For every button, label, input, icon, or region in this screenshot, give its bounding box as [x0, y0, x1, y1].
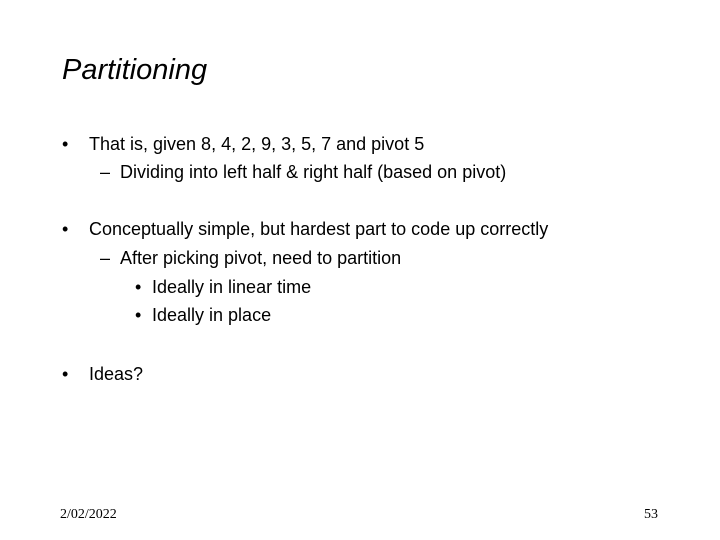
footer-page-number: 53	[644, 507, 658, 522]
bullet-marker: •	[62, 134, 69, 154]
subbullet-text-after-picking: After picking pivot, need to partition	[120, 248, 402, 268]
dash-marker: –	[100, 248, 111, 268]
subsubbullet-text-in-place: Ideally in place	[152, 305, 272, 325]
subbullet-text-dividing: Dividing into left half & right half (based on pivot)	[120, 162, 507, 182]
bullet-text-ideas: Ideas?	[89, 364, 144, 384]
bullet-marker: •	[135, 277, 142, 297]
bullet-text-given-sequence: That is, given 8, 4, 2, 9, 3, 5, 7 and pivot 5	[89, 134, 425, 154]
bullet-marker: •	[135, 305, 142, 325]
slide-title: Partitioning	[62, 54, 208, 86]
dash-marker: –	[100, 162, 111, 182]
bullet-text-conceptually-simple: Conceptually simple, but hardest part to code up correctly	[89, 219, 549, 239]
bullet-marker: •	[62, 219, 69, 239]
subsubbullet-text-linear-time: Ideally in linear time	[152, 277, 312, 297]
footer-date: 2/02/2022	[60, 507, 117, 522]
bullet-marker: •	[62, 364, 69, 384]
